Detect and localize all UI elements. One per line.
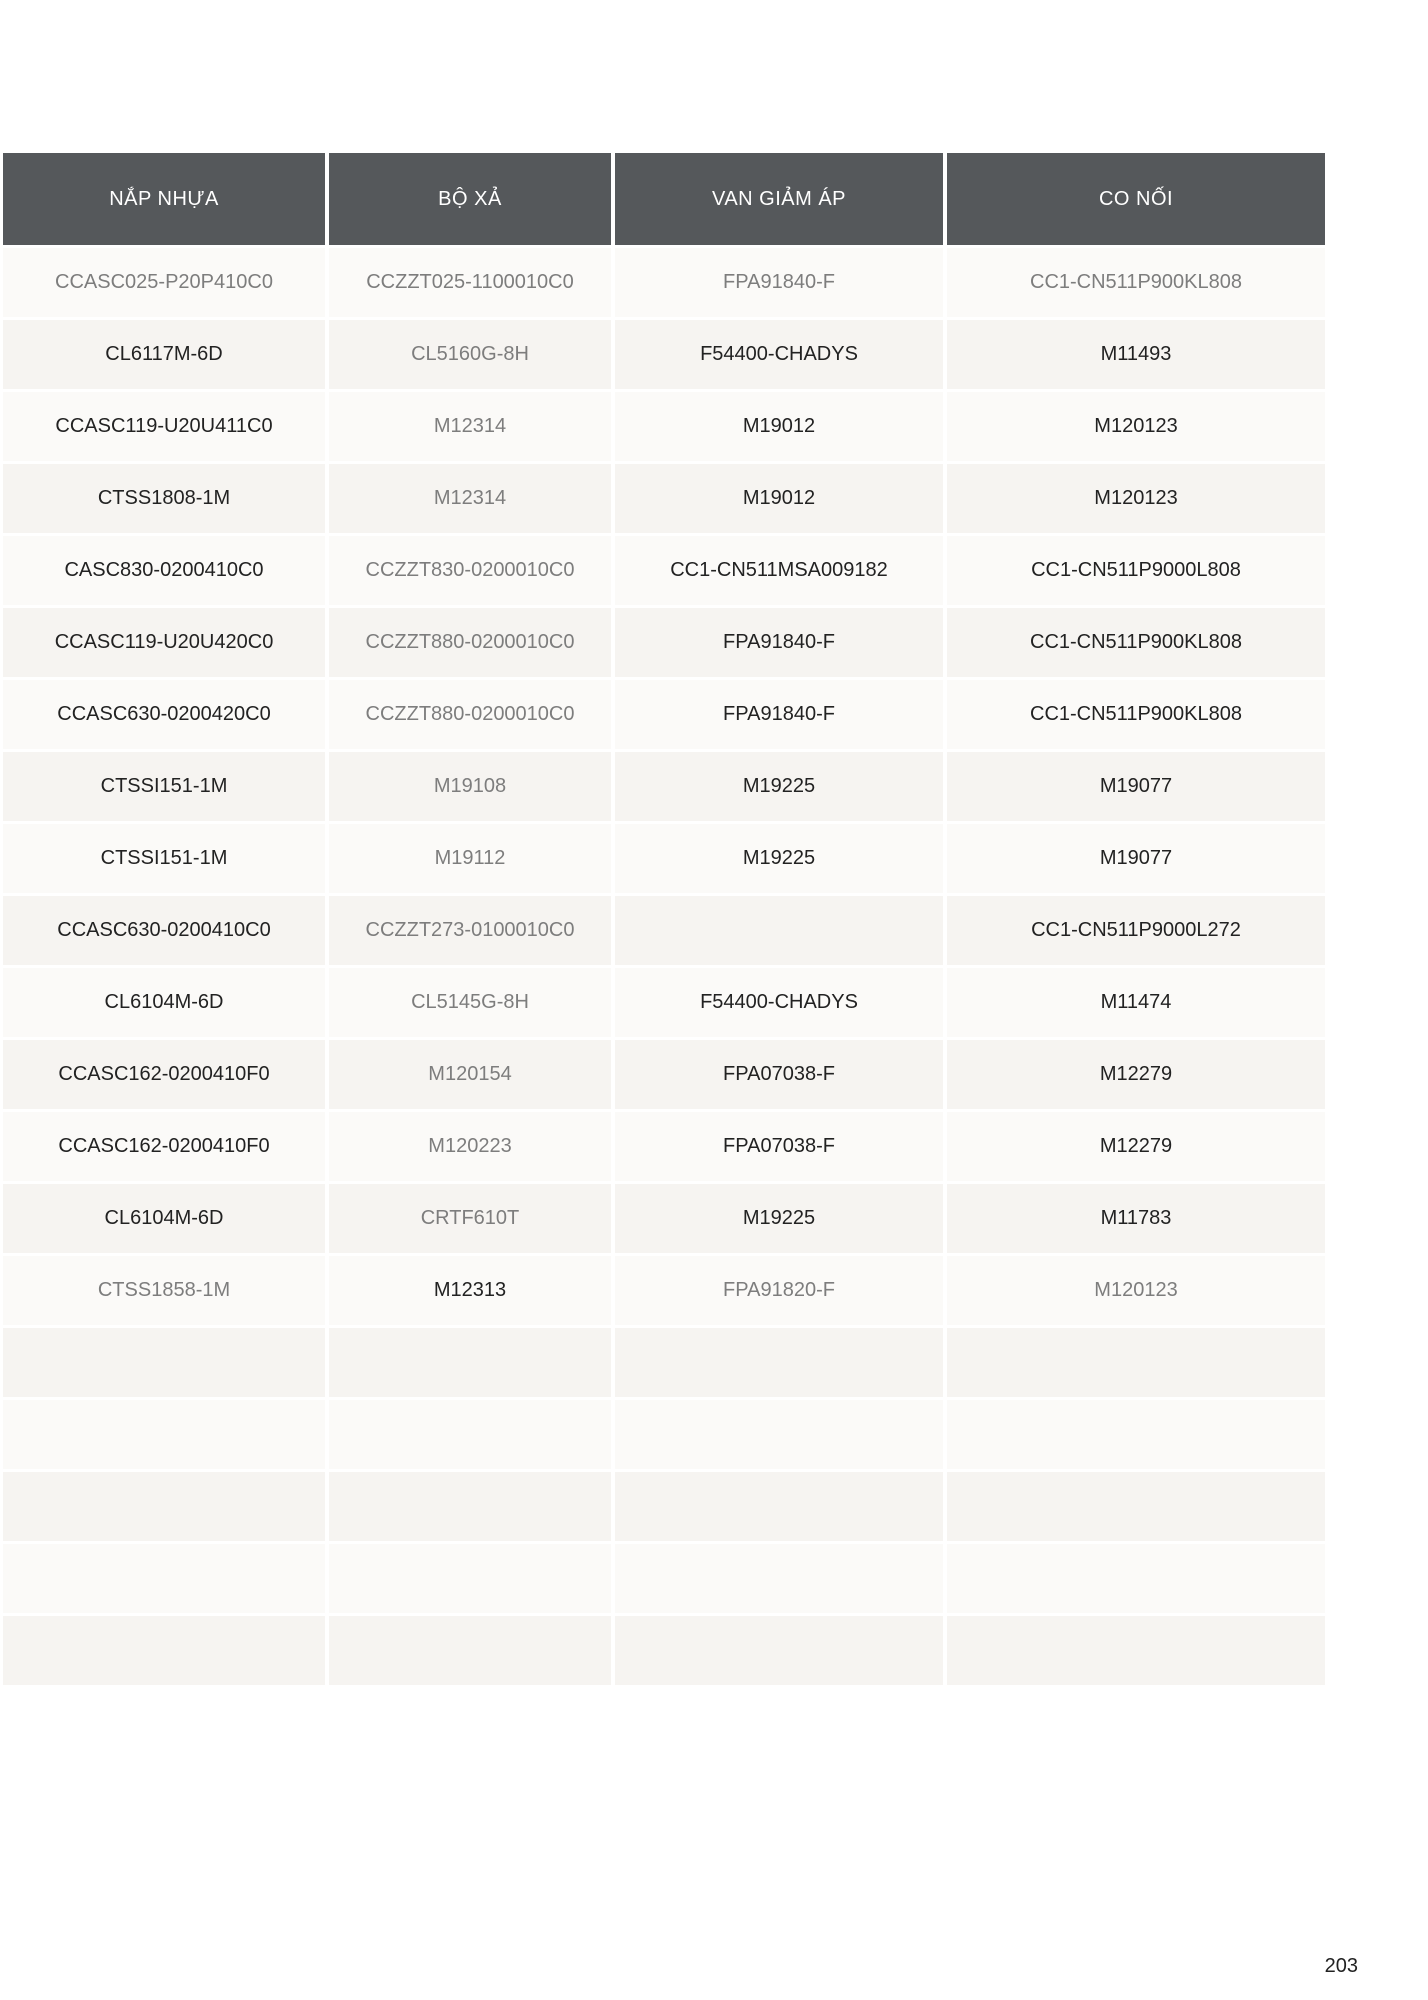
table-cell: CL6117M-6D — [3, 320, 325, 389]
column-header-co-noi: CO NỐI — [947, 153, 1325, 245]
table-cell — [947, 1616, 1325, 1685]
table-cell: M120123 — [947, 1256, 1325, 1325]
table-cell — [3, 1472, 325, 1541]
table-cell: M12314 — [329, 464, 611, 533]
table-cell: CTSS1808-1M — [3, 464, 325, 533]
table-cell: M120223 — [329, 1112, 611, 1181]
table-cell: FPA91820-F — [615, 1256, 943, 1325]
table-cell: M11783 — [947, 1184, 1325, 1253]
table-cell — [329, 1328, 611, 1397]
table-cell: CC1-CN511P900KL808 — [947, 608, 1325, 677]
table-cell — [615, 1400, 943, 1469]
table-cell — [615, 1616, 943, 1685]
table-cell — [329, 1616, 611, 1685]
table-cell — [3, 1616, 325, 1685]
table-cell: FPA91840-F — [615, 680, 943, 749]
table-cell: FPA07038-F — [615, 1040, 943, 1109]
table-cell: M12279 — [947, 1112, 1325, 1181]
table-cell: CCASC630-0200410C0 — [3, 896, 325, 965]
table-cell: M11474 — [947, 968, 1325, 1037]
table-cell: CCASC119-U20U411C0 — [3, 392, 325, 461]
table-cell — [329, 1544, 611, 1613]
table-cell: CTSSI151-1M — [3, 824, 325, 893]
table-cell: CCZZT025-1100010C0 — [329, 248, 611, 317]
table-cell: CCASC630-0200420C0 — [3, 680, 325, 749]
table-cell — [947, 1472, 1325, 1541]
table-cell: M12279 — [947, 1040, 1325, 1109]
parts-table — [3, 153, 1327, 1685]
table-cell: CCZZT880-0200010C0 — [329, 680, 611, 749]
table-cell: M12313 — [329, 1256, 611, 1325]
table-cell: FPA91840-F — [615, 248, 943, 317]
table-cell: CCZZT830-0200010C0 — [329, 536, 611, 605]
table-cell: CL5145G-8H — [329, 968, 611, 1037]
table-cell: M19077 — [947, 752, 1325, 821]
table-cell: M11493 — [947, 320, 1325, 389]
table-cell: CC1-CN511MSA009182 — [615, 536, 943, 605]
table-cell: CTSSI151-1M — [3, 752, 325, 821]
table-cell — [615, 1544, 943, 1613]
table-cell: CL6104M-6D — [3, 968, 325, 1037]
table-cell: CCASC162-0200410F0 — [3, 1040, 325, 1109]
column-header-nap-nhua: NẮP NHỰA — [3, 153, 325, 245]
table-cell — [3, 1400, 325, 1469]
table-cell: CCZZT273-0100010C0 — [329, 896, 611, 965]
column-header-van-giam-ap: VAN GIẢM ÁP — [615, 153, 943, 245]
table-cell: CC1-CN511P9000L272 — [947, 896, 1325, 965]
table-cell: M19077 — [947, 824, 1325, 893]
table-cell: CRTF610T — [329, 1184, 611, 1253]
table-cell: M19012 — [615, 392, 943, 461]
table-cell — [3, 1544, 325, 1613]
table-cell: FPA91840-F — [615, 608, 943, 677]
table-cell: M120123 — [947, 392, 1325, 461]
table-cell — [615, 1472, 943, 1541]
table-cell: CL6104M-6D — [3, 1184, 325, 1253]
column-header-bo-xa: BỘ XẢ — [329, 153, 611, 245]
table-cell — [947, 1400, 1325, 1469]
table-cell: CCASC162-0200410F0 — [3, 1112, 325, 1181]
table-cell: M12314 — [329, 392, 611, 461]
table-cell: M19012 — [615, 464, 943, 533]
table-cell: M120154 — [329, 1040, 611, 1109]
table-cell — [329, 1472, 611, 1541]
table-cell: CC1-CN511P9000L808 — [947, 536, 1325, 605]
table-cell: M19108 — [329, 752, 611, 821]
table-cell — [947, 1544, 1325, 1613]
table-cell: CTSS1858-1M — [3, 1256, 325, 1325]
table-cell: CASC830-0200410C0 — [3, 536, 325, 605]
table-cell: M120123 — [947, 464, 1325, 533]
table-cell: CL5160G-8H — [329, 320, 611, 389]
table-cell: CCZZT880-0200010C0 — [329, 608, 611, 677]
table-cell: CC1-CN511P900KL808 — [947, 248, 1325, 317]
table-cell: M19225 — [615, 824, 943, 893]
table-cell: M19225 — [615, 752, 943, 821]
table-cell: CC1-CN511P900KL808 — [947, 680, 1325, 749]
table-cell — [615, 896, 943, 965]
table-cell — [947, 1328, 1325, 1397]
table-cell: F54400-CHADYS — [615, 968, 943, 1037]
table-cell: M19225 — [615, 1184, 943, 1253]
table-cell: M19112 — [329, 824, 611, 893]
table-cell — [615, 1328, 943, 1397]
table-cell: CCASC119-U20U420C0 — [3, 608, 325, 677]
table-cell: CCASC025-P20P410C0 — [3, 248, 325, 317]
table-cell: FPA07038-F — [615, 1112, 943, 1181]
table-cell — [329, 1400, 611, 1469]
page-number: 203 — [1324, 1955, 1358, 1977]
table-cell — [3, 1328, 325, 1397]
table-cell: F54400-CHADYS — [615, 320, 943, 389]
